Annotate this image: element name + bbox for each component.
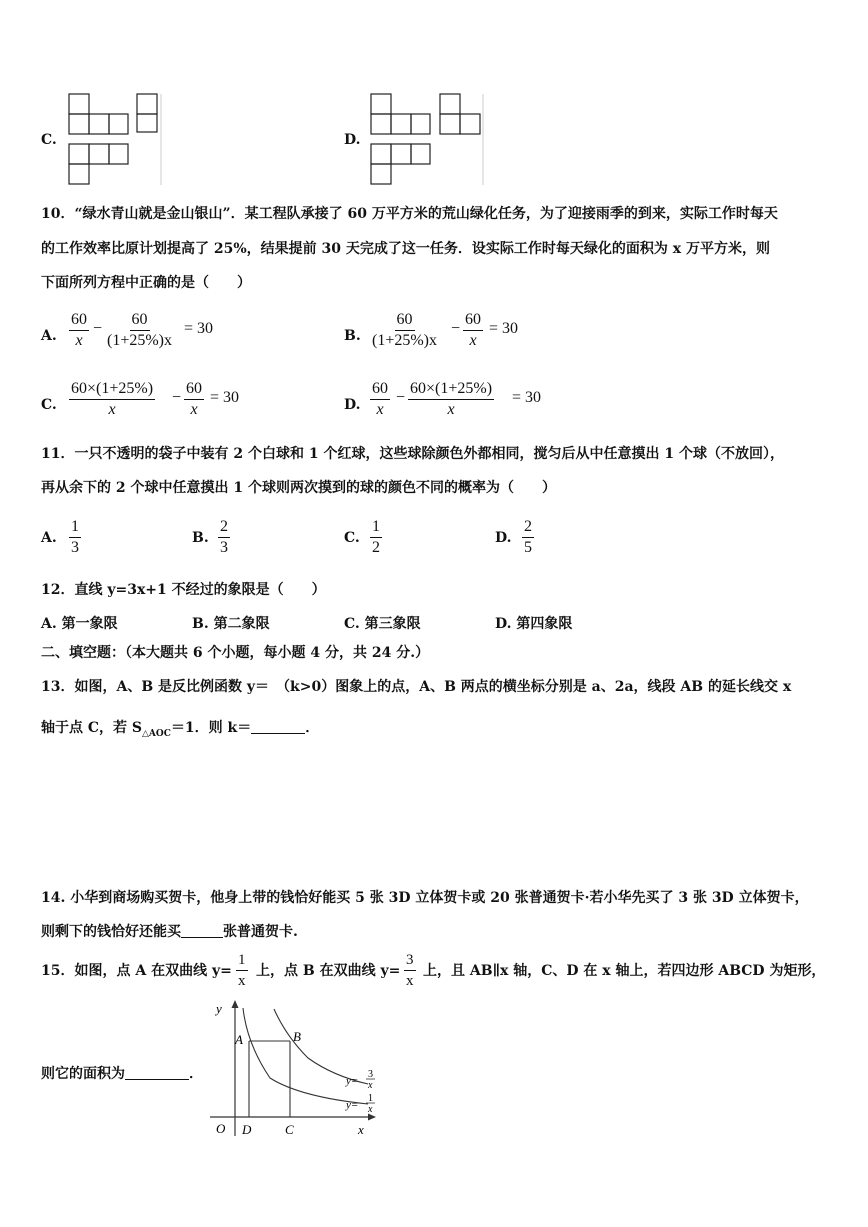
q15-y-axis-arrow (232, 1000, 239, 1008)
q13-line-2: 轴于点 C，若 $S_{\triangle AOC}=1$．则 k＝ ． (41, 720, 320, 739)
q12-option-c: C. 第三象限 (344, 616, 421, 632)
q15-part-1: 15．如图，点 A 在双曲线 y= (41, 963, 232, 979)
q15-curve-lower-prefix: y= (346, 1099, 359, 1111)
q10-c-rhs: = 30 (210, 389, 240, 406)
q10-d-operator: − (396, 389, 406, 406)
q14-answer-blank[interactable] (181, 923, 223, 938)
q11-option-a-fraction: $\frac{1}{3}$ (71, 518, 79, 556)
q15-x-axis-label: x (358, 1122, 364, 1137)
q10-option-a-label: A. (41, 328, 57, 344)
q14-line-1: 14. 小华到商场购买贺卡，他身上带的钱恰好能买 5 张 3D 立体贺卡或 20 张普通贺卡·若小华先买了 3 张 3D 立体贺卡， (41, 890, 809, 906)
q15-part-2: 上，点 B 在双曲线 y= (256, 963, 401, 979)
q11-option-c-label: C. (344, 530, 360, 546)
q12-option-a: A. 第一象限 (41, 616, 118, 632)
q13-answer-blank[interactable] (251, 719, 305, 734)
q15-point-d-label: D (242, 1122, 252, 1137)
q15-point-b-label: B (293, 1029, 301, 1044)
q15-curve-upper-num: 3 (368, 1069, 373, 1080)
q11-line-1: 11．一只不透明的袋子中装有 2 个白球和 1 个红球，这些球除颜色外都相同，搅匀后从中任意摸出 1 个球（不放回）， (41, 446, 784, 462)
section-2-heading: 二、填空题：（本大题共 6 个小题，每小题 4 分，共 24 分.） (41, 645, 430, 661)
q15-fraction-3-over-x: $\frac{3}{x}$ (406, 952, 414, 989)
q11-option-c-fraction: $\frac{1}{2}$ (372, 518, 380, 556)
q15-curve-upper-prefix: y= (346, 1075, 359, 1087)
q15-answer-blank[interactable] (125, 1065, 189, 1080)
q15-curve-lower-den: x (368, 1104, 373, 1115)
q9-option-d-net-diagram (368, 92, 486, 187)
q10-c-operator: − (172, 389, 182, 406)
q10-option-c-label: C. (41, 397, 57, 413)
q10-option-d-label: D. (344, 397, 361, 413)
q10-b-fraction-1: $\frac{60}{(1+25\%)x}$ (372, 311, 438, 349)
q11-option-b-fraction: $\frac{2}{3}$ (220, 518, 228, 556)
q10-c-fraction-1: $\frac{60\times(1+25\%)}{x}$ (71, 380, 154, 418)
q15-point-a-label: A (235, 1032, 243, 1047)
q12-option-b: B. 第二象限 (192, 616, 270, 632)
q9-option-c-net-diagram (66, 92, 166, 187)
q15-fraction-1-over-x: $\frac{1}{x}$ (238, 952, 246, 989)
q9-option-d-label: D. (344, 132, 361, 148)
q10-b-operator: − (451, 320, 461, 337)
q10-c-fraction-2: $\frac{60}{x}$ (186, 380, 202, 418)
q15-origin-label: O (216, 1121, 226, 1136)
q10-d-fraction-1: $\frac{60}{x}$ (372, 380, 388, 418)
q10-d-rhs: = 30 (512, 389, 542, 406)
q15-curve-upper-den: x (368, 1080, 373, 1091)
q11-option-d-fraction: $\frac{2}{5}$ (524, 518, 532, 556)
q13-line-1: 13．如图，A、B 是反比例函数 y＝ （k>0）图象上的点，A、B 两点的横坐标分别是 a、2a，线段 AB 的延长线交 x (41, 679, 792, 695)
q9-option-c-label: C. (41, 132, 57, 148)
q10-line-1: 10．“绿水青山就是金山银山”．某工程队承接了 60 万平方米的荒山绿化任务，为了迎接雨季的到来，实际工作时每天 (41, 206, 778, 222)
q10-a-rhs: = 30 (184, 320, 214, 337)
q15-part-3: 上，且 AB∥x 轴，C、D 在 x 轴上，若四边形 ABCD 为矩形， (423, 963, 826, 979)
q15-point-c-label: C (285, 1122, 294, 1137)
q12-line-1: 12．直线 y=3x+1 不经过的象限是（ ） (41, 582, 326, 598)
q14-line-2: 则剩下的钱恰好还能买 张普通贺卡. (41, 924, 298, 940)
q12-option-d: D. 第四象限 (495, 616, 573, 632)
q11-option-b-label: B. (192, 530, 209, 546)
q10-option-b-label: B. (344, 328, 361, 344)
q11-option-a-label: A. (41, 530, 57, 546)
q10-a-fraction-2: $\frac{60}{(1+25\%)x}$ (107, 311, 173, 349)
q15-curve-lower-num: 1 (368, 1093, 373, 1104)
q10-a-fraction-1: $\frac{60}{x}$ (71, 311, 87, 349)
q10-b-rhs: = 30 (489, 320, 519, 337)
q10-a-operator: − (93, 320, 103, 337)
q15-line-2: 则它的面积为 ． (41, 1066, 203, 1082)
q15-hyperbola-graph (208, 998, 384, 1143)
q11-line-2: 再从余下的 2 个球中任意摸出 1 个球则两次摸到的球的颜色不同的概率为（ ） (41, 480, 556, 496)
q15-y-axis-label: y (216, 1001, 222, 1016)
q10-line-3: 下面所列方程中正确的是（ ） (41, 275, 251, 291)
q10-d-fraction-2: $\frac{60\times(1+25\%)}{x}$ (410, 380, 493, 418)
q15-curve-y-3-over-x (274, 1009, 368, 1084)
q11-option-d-label: D. (495, 530, 512, 546)
q10-b-fraction-2: $\frac{60}{x}$ (465, 311, 481, 349)
q10-line-2: 的工作效率比原计划提高了 25%，结果提前 30 天完成了这一任务．设实际工作时每天绿化的面积为 x 万平方米，则 (41, 241, 770, 257)
